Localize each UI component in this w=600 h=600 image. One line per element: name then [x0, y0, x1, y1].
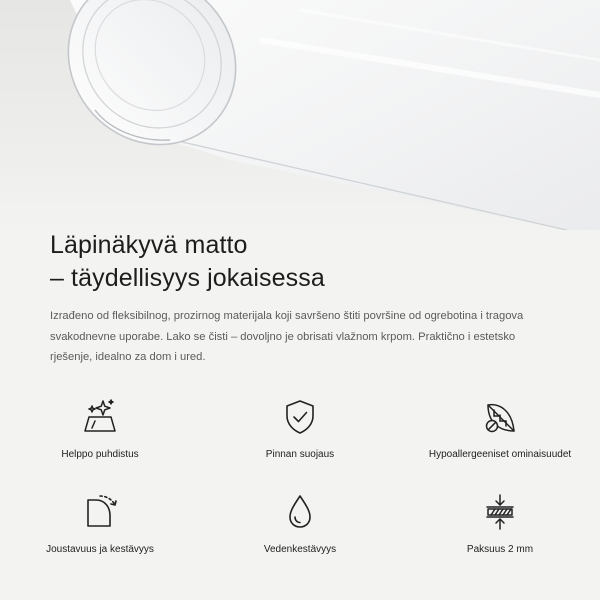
- hypoallergenic-leaf-icon: [479, 396, 521, 438]
- feature-label: Helppo puhdistus: [61, 449, 139, 460]
- water-drop-icon: [279, 491, 321, 533]
- sparkle-surface-icon: [79, 396, 121, 438]
- feature-label: Hypoallergeeniset ominaisuudet: [428, 449, 572, 460]
- feature-label: Paksuus 2 mm: [466, 544, 534, 555]
- feature-label: Vedenkestävyys: [263, 544, 337, 555]
- feature-water-resistance: [200, 491, 400, 586]
- feature-surface-protection: [200, 396, 400, 491]
- feature-flexibility: [0, 491, 200, 586]
- title-line-2: – täydellisyys jokaisessa: [50, 264, 325, 292]
- feature-hypoallergenic: [400, 396, 600, 491]
- product-description: Izrađeno od fleksibilnog, prozirnog materijala koji savršeno štiti površine od ogrebotina i tragova svakodnevne uporabe. Lako se čisti – dovoljno je obrisati vlažnom krpom. Praktično i estetsko rješenje, idealno za dom i ured.: [50, 310, 524, 363]
- flexible-bend-icon: [79, 491, 121, 533]
- feature-easy-cleaning: [0, 396, 200, 491]
- feature-label: Pinnan suojaus: [265, 449, 335, 460]
- thickness-arrows-icon: [479, 491, 521, 533]
- title-line-1: Läpinäkyvä matto: [50, 231, 248, 259]
- feature-thickness: [400, 491, 600, 586]
- features-grid: [0, 396, 600, 586]
- feature-label: Joustavuus ja kestävyys: [46, 544, 154, 555]
- page-title: [50, 229, 570, 295]
- shield-check-icon: [279, 396, 321, 438]
- hero-image: [0, 0, 600, 230]
